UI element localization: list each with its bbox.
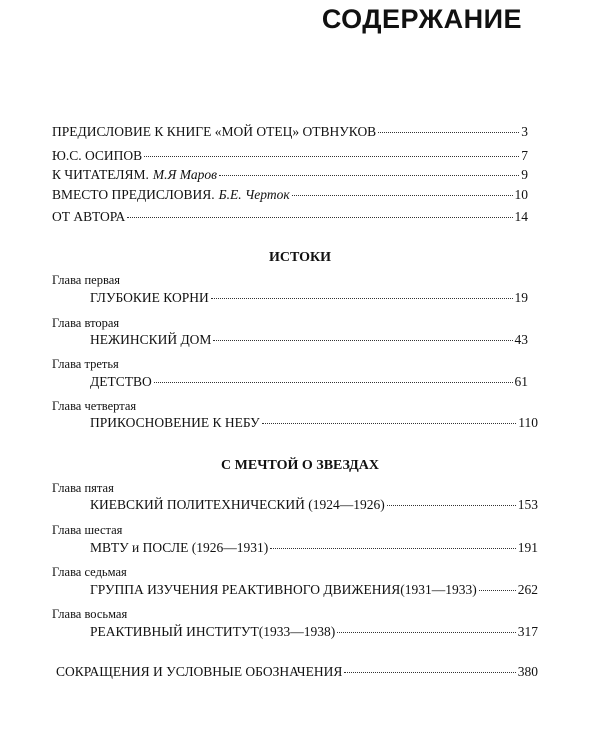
toc-entry-title: ПРИКОСНОВЕНИЕ К НЕБУ <box>90 415 260 430</box>
toc-page-number: 191 <box>517 540 538 555</box>
dot-leader <box>127 217 512 218</box>
toc-entry-title: ОТ АВТОРА <box>52 209 126 224</box>
chapter-label: Глава вторая <box>52 316 120 330</box>
chapter-label: Глава шестая <box>52 523 123 537</box>
chapter-label: Глава первая <box>52 273 121 287</box>
toc-entry-title: ПРЕДИСЛОВИЕ К КНИГЕ «МОЙ ОТЕЦ» ОТВНУКОВ <box>52 124 377 139</box>
toc-page-number: 317 <box>517 624 538 639</box>
toc-entry-chapter-8[interactable] <box>90 624 538 640</box>
dot-leader <box>344 672 515 673</box>
toc-entry-from-author[interactable] <box>52 209 528 225</box>
toc-page-number: 10 <box>514 187 528 202</box>
dot-leader <box>270 548 516 549</box>
toc-entry-author: Б.Е. Черток <box>218 187 290 202</box>
dot-leader <box>219 175 519 176</box>
section-heading: С МЕЧТОЙ О ЗВЕЗДАХ <box>221 458 379 473</box>
toc-entry-title: ДЕТСТВО <box>90 374 152 389</box>
toc-page-number: 380 <box>517 664 538 679</box>
chapter-label: Глава седьмая <box>52 565 127 579</box>
dot-leader <box>292 195 513 196</box>
dot-leader <box>479 590 516 591</box>
toc-entry-chapter-7[interactable] <box>90 582 538 598</box>
toc-page-number: 3 <box>521 124 528 139</box>
chapter-label: Глава третья <box>52 357 119 371</box>
toc-page-number: 9 <box>521 167 528 182</box>
toc-entry-to-readers[interactable] <box>52 167 528 183</box>
toc-entry-title: КИЕВСКИЙ ПОЛИТЕХНИЧЕСКИЙ (1924—1926) <box>90 497 385 512</box>
toc-entry-chapter-2[interactable] <box>90 332 528 348</box>
toc-page-number: 19 <box>514 290 528 305</box>
page-title: СОДЕРЖАНИЕ <box>321 4 522 34</box>
dot-leader <box>154 382 513 383</box>
dot-leader <box>337 632 516 633</box>
dot-leader <box>387 505 516 506</box>
toc-entry-chapter-5[interactable] <box>90 497 538 513</box>
toc-entry-chapter-6[interactable] <box>90 540 538 556</box>
toc-entry-title: РЕАКТИВНЫЙ ИНСТИТУТ(1933—1938) <box>90 624 336 639</box>
toc-entry-author: М.Я Маров <box>152 167 217 182</box>
toc-entry-osipov[interactable] <box>52 148 528 164</box>
chapter-label: Глава четвертая <box>52 399 137 413</box>
toc-entry-instead-of-foreword[interactable] <box>52 187 528 203</box>
toc-entry-title: СОКРАЩЕНИЯ И УСЛОВНЫЕ ОБОЗНАЧЕНИЯ <box>56 664 343 679</box>
toc-entry-title: ГРУППА ИЗУЧЕНИЯ РЕАКТИВНОГО ДВИЖЕНИЯ(1931—1933) <box>90 582 477 597</box>
toc-page-number: 14 <box>514 209 528 224</box>
toc-entry-abbreviations[interactable] <box>56 664 538 680</box>
toc-entry-title: Ю.С. ОСИПОВ <box>52 148 143 163</box>
toc-page-number: 61 <box>514 374 528 389</box>
toc-entry-chapter-4[interactable] <box>90 415 538 431</box>
toc-page-number: 43 <box>514 332 528 347</box>
toc-entry-title: ГЛУБОКИЕ КОРНИ <box>90 290 209 305</box>
dot-leader <box>378 132 519 133</box>
toc-entry-title: НЕЖИНСКИЙ ДОМ <box>90 332 212 347</box>
dot-leader <box>211 298 513 299</box>
chapter-label: Глава восьмая <box>52 607 128 621</box>
toc-entry-title: ВМЕСТО ПРЕДИСЛОВИЯ. <box>52 187 215 202</box>
dot-leader <box>213 340 512 341</box>
dot-leader <box>144 156 519 157</box>
toc-page-number: 153 <box>517 497 538 512</box>
toc-page-number: 110 <box>518 415 538 430</box>
toc-entry-foreword[interactable] <box>52 124 528 140</box>
toc-entry-chapter-3[interactable] <box>90 374 528 390</box>
section-heading: ИСТОКИ <box>268 250 332 265</box>
toc-page-number: 262 <box>517 582 538 597</box>
toc-page-number: 7 <box>521 148 528 163</box>
toc-entry-title: МВТУ и ПОСЛЕ (1926—1931) <box>90 540 269 555</box>
toc-entry-chapter-1[interactable] <box>90 290 528 306</box>
dot-leader <box>262 423 517 424</box>
chapter-label: Глава пятая <box>52 481 114 495</box>
toc-entry-title: К ЧИТАТЕЛЯМ. <box>52 167 149 182</box>
